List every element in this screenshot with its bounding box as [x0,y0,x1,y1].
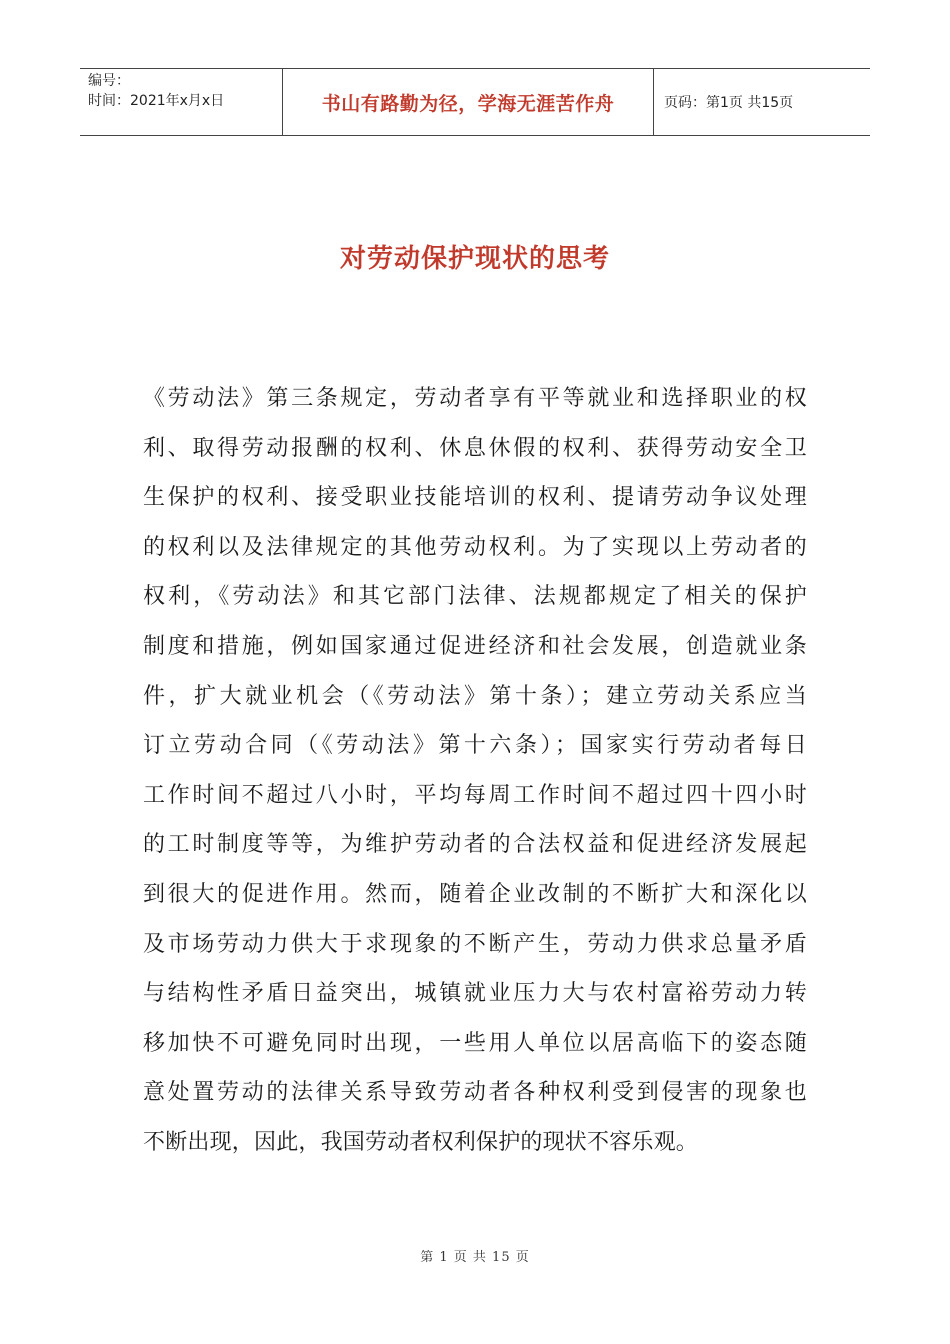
paragraph-line: 不断出现，因此，我国劳动者权利保护的现状不容乐观。 [143,1129,699,1155]
body-paragraph [143,374,807,1168]
document-header [80,68,870,136]
motto-text: 书山有路勤为径，学海无涯苦作舟 [321,92,615,115]
paragraph-line: 与结构性矛盾日益突出，城镇就业压力大与农村富裕劳动力转 [143,981,807,1007]
paragraph-line: 及市场劳动力供大于求现象的不断产生，劳动力供求总量矛盾 [143,931,807,957]
document-title: 对劳动保护现状的思考 [339,244,610,274]
paragraph-line: 移加快不可避免同时出现，一些用人单位以居高临下的姿态随 [143,1030,807,1056]
paragraph-line: 工作时间不超过八小时，平均每周工作时间不超过四十四小时 [143,782,807,808]
header-meta-cell [80,69,282,135]
paragraph-line: 生保护的权利、接受职业技能培训的权利、提请劳动争议处理 [143,485,807,511]
paragraph-line: 权利，《劳动法》和其它部门法律、法规都规定了相关的保护 [143,584,807,610]
paragraph-line: 到很大的促进作用。然而，随着企业改制的不断扩大和深化以 [143,881,807,907]
paragraph-line: 制度和措施，例如国家通过促进经济和社会发展，创造就业条 [143,633,807,659]
number-label: 编号： [88,73,130,89]
header-motto-cell [282,69,654,135]
paragraph-line: 订立劳动合同（《劳动法》第十六条）；国家实行劳动者每日 [143,733,807,759]
paragraph-line: 件，扩大就业机会（《劳动法》第十条）；建立劳动关系应当 [143,683,807,709]
paragraph-line: 《劳动法》第三条规定，劳动者享有平等就业和选择职业的权 [143,386,807,411]
time-label: 时间：2021年x月x日 [88,93,225,109]
page-footer: 第 1 页 共 15 页 [420,1250,530,1265]
paragraph-line: 意处置劳动的法律关系导致劳动者各种权利受到侵害的现象也 [143,1080,807,1106]
header-page-cell [654,69,870,135]
page-info: 页码：第1页 共15页 [664,95,794,111]
paragraph-line: 的权利以及法律规定的其他劳动权利。为了实现以上劳动者的 [143,534,807,560]
paragraph-line: 利、取得劳动报酬的权利、休息休假的权利、获得劳动安全卫 [143,435,807,461]
paragraph-line: 的工时制度等等，为维护劳动者的合法权益和促进经济发展起 [143,832,807,858]
